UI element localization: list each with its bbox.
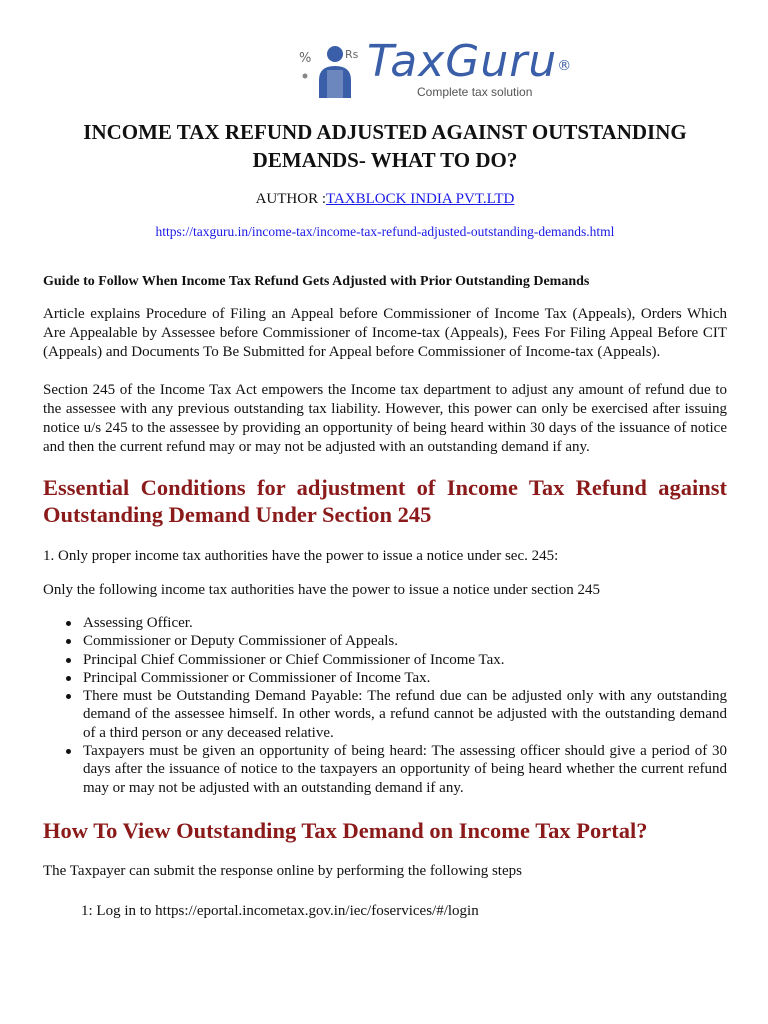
list-item: Principal Commissioner or Commissioner of Income Tax. <box>43 669 727 687</box>
bullet-icon <box>66 676 71 681</box>
section245-paragraph: Section 245 of the Income Tax Act empowers the Income tax department to adjust any amount of refund due to the assessee with any previous outstanding tax liability. However, this power can only be exercised after issuing notice u/s 245 to the assessee by providing an opportunity of being heard within 30 days of the issuance of notice and then the current refund may or may not be adjusted with an outstanding demand if any. <box>43 382 727 455</box>
bullet-icon <box>66 621 71 626</box>
intro-paragraph: Article explains Procedure of Filing an Appeal before Commissioner of Income Tax (Appeals), Orders Which Are Appealable by Assessee before Commissioner of Income-tax (Appeals), Fees For Filing Appeal Before CIT (Appeals) and Documents To Be Submitted for Appeal before Commissioner of Income-tax (Appeals). <box>43 306 727 360</box>
svg-text:Rs: Rs <box>345 48 359 61</box>
article-url-link[interactable]: https://taxguru.in/income-tax/income-tax-refund-adjusted-outstanding-demands.html <box>155 224 615 239</box>
svg-text:%: % <box>299 51 312 66</box>
taxguru-logo-icon <box>297 40 361 100</box>
author-link[interactable]: TAXBLOCK INDIA PVT.LTD <box>326 191 515 207</box>
bullet-icon <box>66 658 71 663</box>
bullet-icon <box>66 694 71 699</box>
steps-intro: The Taxpayer can submit the response online by performing the following steps <box>43 863 522 879</box>
step-1: 1: Log in to https://eportal.incometax.gov.in/iec/foservices/#/login <box>81 903 479 919</box>
taxguru-logo[interactable] <box>297 36 573 100</box>
list-item: Principal Chief Commissioner or Chief Commissioner of Income Tax. <box>43 651 727 669</box>
bullet-icon <box>66 749 71 754</box>
list-item: Taxpayers must be given an opportunity of being heard: The assessing officer should give a period of 30 days after the issuance of notice to the taxpayers an opportunity of being heard whether the current refund may or may not be adjusted with an outstanding demand if any. <box>43 742 727 797</box>
condition-1: 1. Only proper income tax authorities have the power to issue a notice under sec. 245: <box>43 548 559 564</box>
author-prefix: AUTHOR : <box>255 191 327 207</box>
logo-wordmark: TaxGuru® <box>367 36 573 87</box>
author-line <box>43 191 727 208</box>
document-title: INCOME TAX REFUND ADJUSTED AGAINST OUTSTANDING DEMANDS- WHAT TO DO? <box>83 120 687 172</box>
heading-view-outstanding-demand: How To View Outstanding Tax Demand on Income Tax Portal? <box>43 818 648 843</box>
list-item: Assessing Officer. <box>43 614 727 632</box>
authorities-intro: Only the following income tax authorities have the power to issue a notice under section 245 <box>43 582 600 598</box>
list-item: There must be Outstanding Demand Payable: The refund due can be adjusted only with any outstanding demand of the assessee himself. In other words, a refund cannot be adjusted with the outstanding demand of a third person or any deceased relative. <box>43 687 727 742</box>
authorities-list <box>43 614 727 797</box>
bullet-icon <box>66 639 71 644</box>
heading-essential-conditions: Essential Conditions for adjustment of Income Tax Refund against Outstanding Demand Under Section 245 <box>43 475 727 527</box>
list-item: Commissioner or Deputy Commissioner of Appeals. <box>43 632 727 650</box>
guide-heading: Guide to Follow When Income Tax Refund Gets Adjusted with Prior Outstanding Demands <box>43 274 590 289</box>
logo-tagline: Complete tax solution <box>417 85 533 99</box>
